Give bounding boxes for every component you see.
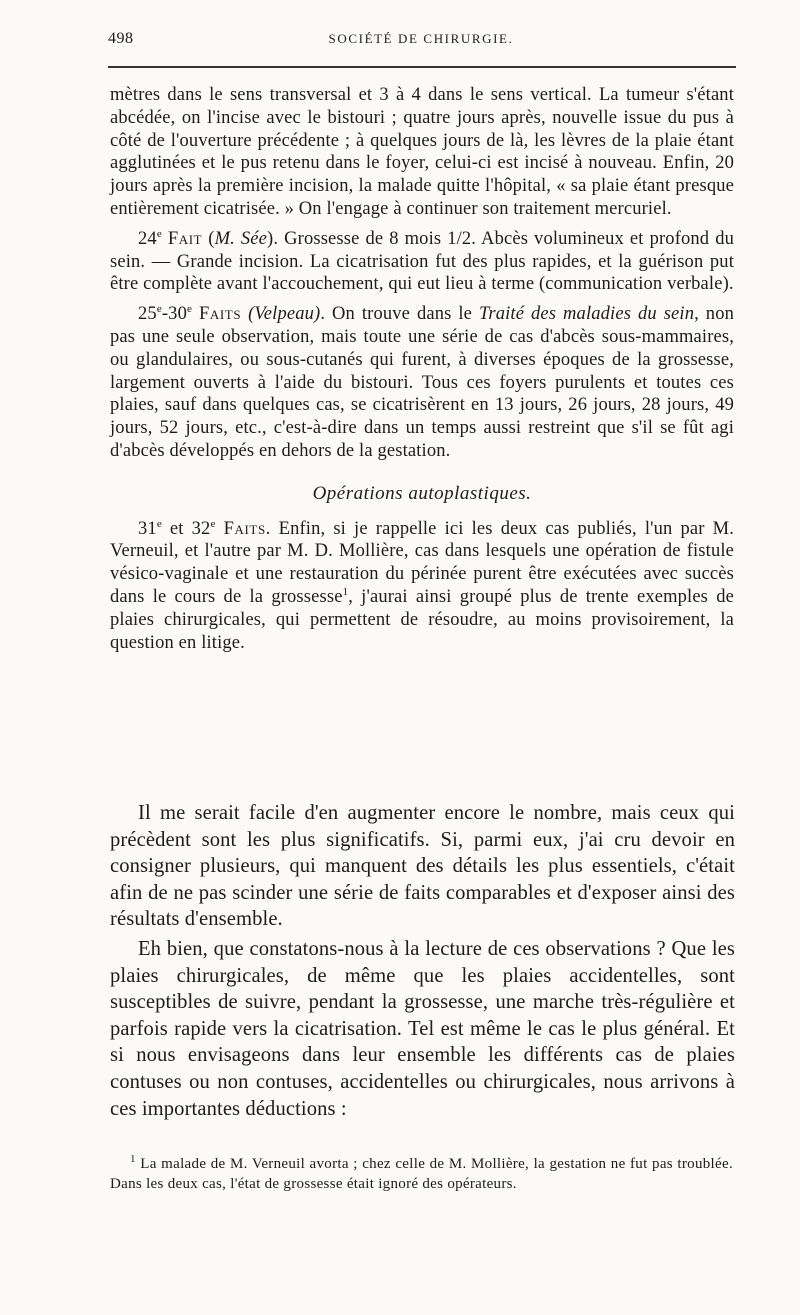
case-text: . On trouve dans le [320, 304, 479, 325]
case-text: . Enfin, si je rappelle ici les deux cas publiés, l'un par M. Verneuil, et l'autre par M. D. Mollière, cas dans lesquels une opération de fistule vésico-vaginale et une restauration du périnée purent être exécutées avec succès dans le cours de la grossesse [110, 518, 734, 607]
paragraph-discussion-2: Eh bien, que constatons-nous à la lecture de ces observations ? Que les plaies chirurgicales, de même que les plaies accidentelles, sont susceptibles de suivre, pendant la grossesse, une marche très-régulière et parfois rapide vers la cicatrisation. Tel est même le cas le plus général. Et si nous envisageons dans leur ensemble les différents cas de plaies contuses ou non contuses, accidentelles ou chirurgicales, nous arrivons à ces importantes déductions : [110, 937, 735, 1120]
paragraph-fait-24 [110, 228, 734, 296]
case-number-range: -30 [161, 304, 187, 325]
footnote [110, 1155, 733, 1194]
footnote-reference: 1 [342, 585, 349, 598]
case-reports [110, 84, 734, 654]
case-number-second: et 32 [161, 518, 211, 539]
book-title: Traité des maladies du sein, [478, 304, 699, 325]
footnote-text: La malade de M. Verneuil avorta ; chez celle de M. Mollière, la gestation ne fut pas troublée. Dans les deux cas, l'état de grossesse était ignoré des opérateurs. [110, 1156, 733, 1192]
footnote-marker: 1 [130, 1153, 136, 1165]
paragraph-faits-25-30 [110, 303, 734, 463]
discussion [110, 800, 735, 1122]
page-number: 498 [108, 30, 134, 47]
case-label: Fait [167, 228, 203, 249]
case-text: , j'aurai ainsi groupé plus de trente exemples de plaies chirurgicales, qui permettent de résoudre, au moins provisoirement, la question en litige. [110, 586, 734, 653]
case-number: 31 [138, 518, 157, 539]
header-rule [108, 66, 736, 68]
paragraph-continued: mètres dans le sens transversal et 3 à 4 dans le sens vertical. La tumeur s'étant abcédée, on l'incise avec le bistouri ; quatre jours après, nouvelle issue du pus à côté de l'ouverture précédente ; à quelques jours de là, les lèvres de la plaie étant agglutinées et le pus retenu dans le foyer, celui-ci est incisé à nouveau. Enfin, 20 jours après la première incision, la malade quitte l'hôpital, « sa plaie étant presque entièrement cicatrisée. » On l'engage à continuer son traitement mercuriel. [110, 85, 734, 219]
ordinal-suffix: e [186, 303, 193, 316]
page-header [108, 30, 734, 52]
ordinal-suffix: e [156, 517, 162, 530]
case-number: 25 [138, 304, 157, 325]
running-title: SOCIÉTÉ DE CHIRURGIE. [328, 31, 514, 46]
section-heading: Opérations autoplastiques. [312, 482, 532, 504]
ordinal-suffix: e [156, 227, 162, 240]
case-label: Faits [198, 304, 242, 325]
paragraph-faits-31-32 [110, 518, 734, 655]
ordinal-suffix: e [156, 303, 162, 316]
paragraph-discussion-1: Il me serait facile d'en augmenter encore le nombre, mais ceux qui précèdent sont les plus significatifs. Si, parmi eux, j'ai cru devoir en consigner plusieurs, qui manquent des détails les plus essentiels, c'était afin de ne pas scinder une série de faits comparables et d'exposer ainsi des résultats d'ensemble. [110, 802, 735, 931]
open-paren: ( [208, 228, 215, 249]
case-text: ). Grossesse de 8 mois 1/2. Abcès volumineux et profond du sein. — Grande incision. La cicatrisation fut des plus rapides, et la guérison put être complète avant l'accouchement, qui eut lieu à terme (communication verbale). [110, 228, 735, 295]
case-label: Faits [223, 518, 266, 539]
case-text: non pas une seule observation, mais toute une série de cas d'abcès sous-mammaires, ou glandulaires, ou sous-cutanés qui furent, à diverses époques de la grossesse, largement ouverts à l'aide du bistouri. Tous ces foyers purulents et toutes ces plaies, sauf dans quelques cas, se cicatrisèrent en 13 jours, 26 jours, 28 jours, 49 jours, 52 jours, etc., c'est-à-dire dans un temps aussi restreint que s'il se fût agi d'abcès développés en dehors de la gestation. [110, 304, 735, 461]
case-number: 24 [138, 228, 157, 249]
ordinal-suffix: e [210, 517, 216, 530]
case-source: M. Sée [214, 228, 268, 249]
case-source: (Velpeau) [248, 304, 321, 325]
